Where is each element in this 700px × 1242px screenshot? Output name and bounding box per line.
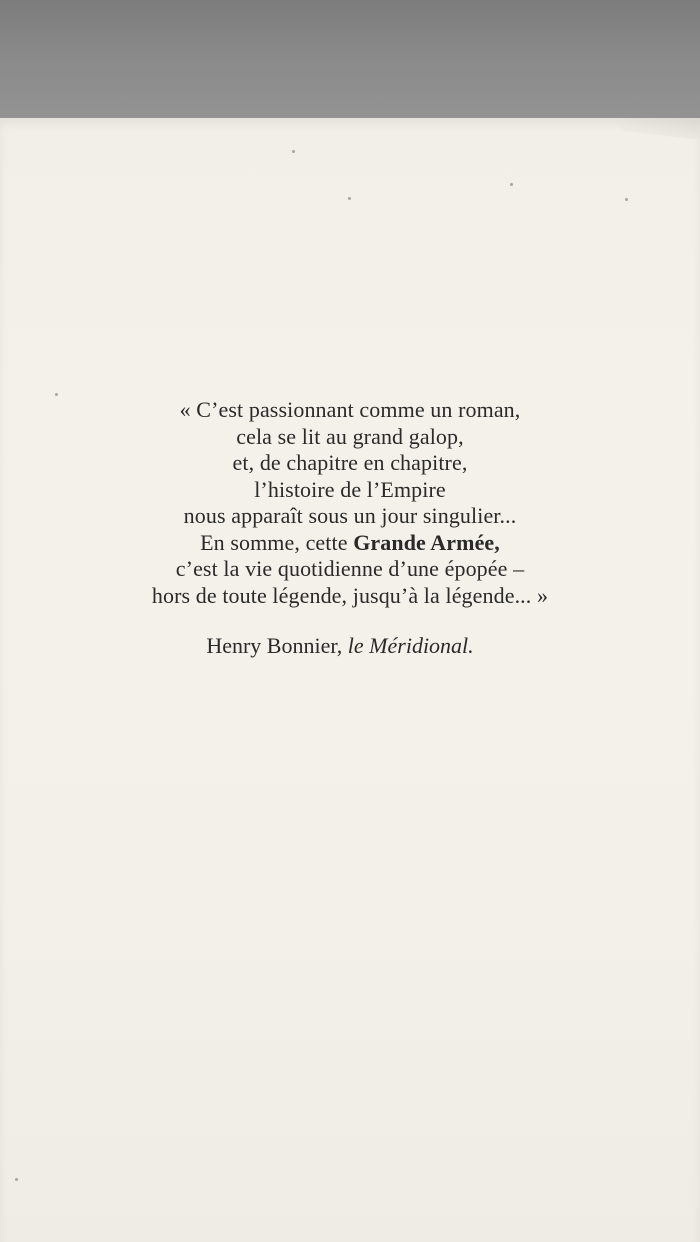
attribution-publication: le Méridional. bbox=[347, 633, 474, 658]
quote-block bbox=[0, 397, 700, 609]
quote-line: et, de chapitre en chapitre, bbox=[232, 450, 468, 475]
quote-line: hors de toute légende, jusqu’à la légende... » bbox=[151, 582, 549, 608]
quote-line: cela se lit au grand galop, bbox=[236, 423, 464, 449]
quote-attribution bbox=[0, 633, 680, 659]
quote-emphasis: Grande Armée, bbox=[353, 529, 500, 555]
paper-speck bbox=[348, 197, 351, 200]
paper-speck bbox=[15, 1178, 18, 1181]
quote-line: nous apparaît sous un jour singulier... bbox=[183, 503, 517, 528]
paper-speck bbox=[292, 150, 295, 153]
book-page bbox=[0, 118, 700, 1242]
quote-line: c’est la vie quotidienne d’une épopée – bbox=[175, 556, 525, 581]
quote-line: « C’est passionnant comme un roman, bbox=[179, 397, 521, 422]
quote-line-text: En somme, cette bbox=[200, 529, 354, 555]
paper-speck bbox=[55, 393, 58, 396]
quote-line bbox=[0, 530, 700, 557]
paper-speck bbox=[510, 183, 513, 186]
attribution-author: Henry Bonnier, bbox=[206, 633, 348, 658]
paper-speck bbox=[625, 198, 628, 201]
quote-line: l’histoire de l’Empire bbox=[254, 476, 446, 502]
